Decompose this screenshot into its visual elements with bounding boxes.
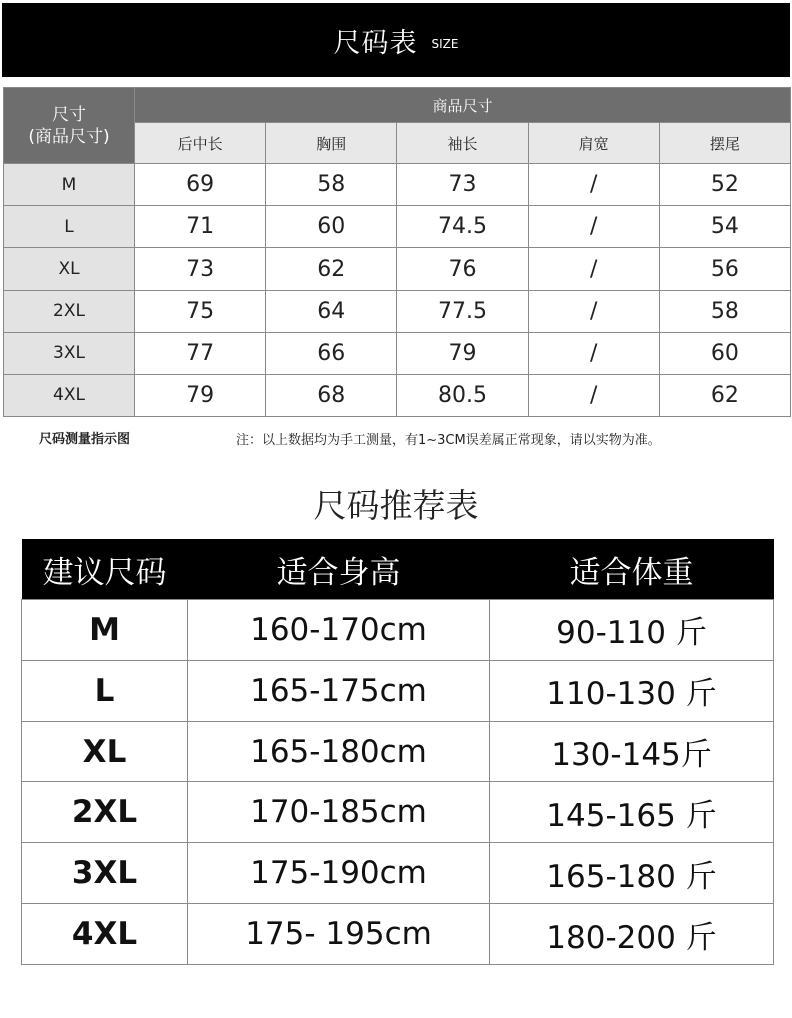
- size-row-label: L: [4, 206, 135, 248]
- size-table-row: [4, 290, 791, 332]
- recommend-column-header: 适合身高: [188, 539, 490, 600]
- size-table-cell: 77.5: [397, 290, 528, 332]
- size-row-label: M: [4, 164, 135, 206]
- recommend-weight-cell: 145-165 斤: [490, 782, 774, 843]
- size-table-cell: 74.5: [397, 206, 528, 248]
- size-table-cell: 73: [135, 248, 266, 290]
- recommend-size-cell: 4XL: [22, 904, 188, 965]
- size-table-cell: 77: [135, 332, 266, 374]
- recommend-column-header: 适合体重: [490, 539, 774, 600]
- recommend-size-cell: M: [22, 600, 188, 661]
- size-table-row: [4, 332, 791, 374]
- size-table-cell: /: [528, 374, 659, 416]
- recommend-weight-cell: 165-180 斤: [490, 843, 774, 904]
- size-table-cell: 79: [135, 374, 266, 416]
- recommend-height-cell: 165-175cm: [188, 660, 490, 721]
- size-table-cell: 58: [659, 290, 790, 332]
- recommend-height-cell: 165-180cm: [188, 721, 490, 782]
- size-row-label: 4XL: [4, 374, 135, 416]
- page-subtitle: SIZE: [431, 37, 459, 51]
- recommend-weight-cell: 180-200 斤: [490, 904, 774, 965]
- size-table-cell: 62: [266, 248, 397, 290]
- recommend-table-header: [22, 539, 774, 600]
- size-table-column-header: 摆尾: [659, 123, 790, 164]
- size-table-group-header: 商品尺寸: [135, 88, 791, 123]
- size-table-row: [4, 374, 791, 416]
- recommend-table: [21, 539, 774, 965]
- recommend-height-cell: 175- 195cm: [188, 904, 490, 965]
- size-table-cell: 56: [659, 248, 790, 290]
- corner-line2: (商品尺寸): [28, 126, 110, 147]
- recommend-size-cell: XL: [22, 721, 188, 782]
- recommend-table-row: [22, 660, 774, 721]
- size-table-cell: 62: [659, 374, 790, 416]
- recommend-table-row: [22, 721, 774, 782]
- recommend-size-cell: L: [22, 660, 188, 721]
- size-table-cell: /: [528, 248, 659, 290]
- page-title: 尺码表: [333, 27, 418, 59]
- corner-line1: 尺寸: [52, 104, 86, 125]
- size-row-label: 3XL: [4, 332, 135, 374]
- recommend-height-cell: 170-185cm: [188, 782, 490, 843]
- recommend-table-row: [22, 600, 774, 661]
- size-table-column-header: 后中长: [135, 123, 266, 164]
- size-table-cell: 71: [135, 206, 266, 248]
- size-row-label: 2XL: [4, 290, 135, 332]
- measurement-note: 注：以上数据均为手工测量，有1~3CM误差属正常现象，请以实物为准。: [236, 433, 661, 448]
- size-table-cell: 80.5: [397, 374, 528, 416]
- recommend-height-cell: 160-170cm: [188, 600, 490, 661]
- size-table-body: [4, 164, 791, 417]
- size-table-corner: [4, 88, 135, 164]
- size-table-cell: 76: [397, 248, 528, 290]
- recommend-size-cell: 2XL: [22, 782, 188, 843]
- size-table-column-header: 胸围: [266, 123, 397, 164]
- recommend-table-row: [22, 843, 774, 904]
- size-table-cell: 66: [266, 332, 397, 374]
- size-row-label: XL: [4, 248, 135, 290]
- size-table-cell: 73: [397, 164, 528, 206]
- size-table-cell: /: [528, 206, 659, 248]
- size-table-row: [4, 248, 791, 290]
- recommend-weight-cell: 130-145斤: [490, 721, 774, 782]
- size-table-cell: 60: [659, 332, 790, 374]
- size-table-row: [4, 164, 791, 206]
- recommend-weight-cell: 90-110 斤: [490, 600, 774, 661]
- recommend-size-cell: 3XL: [22, 843, 188, 904]
- size-table-cell: 52: [659, 164, 790, 206]
- recommend-height-cell: 175-190cm: [188, 843, 490, 904]
- recommend-column-header: 建议尺码: [22, 539, 188, 600]
- size-table-cell: /: [528, 290, 659, 332]
- size-table-cell: 69: [135, 164, 266, 206]
- size-table-cell: 75: [135, 290, 266, 332]
- size-table-cell: 60: [266, 206, 397, 248]
- size-table-cell: 79: [397, 332, 528, 374]
- recommend-weight-cell: 110-130 斤: [490, 660, 774, 721]
- size-table-cell: /: [528, 164, 659, 206]
- size-table-cell: 64: [266, 290, 397, 332]
- measure-guide-label: 尺码测量指示图: [39, 432, 131, 447]
- header-bar: [2, 3, 790, 77]
- size-table-row: [4, 206, 791, 248]
- recommend-title: 尺码推荐表: [313, 486, 479, 525]
- size-table-cell: 68: [266, 374, 397, 416]
- size-table-cell: 54: [659, 206, 790, 248]
- recommend-table-row: [22, 904, 774, 965]
- size-table: [3, 87, 791, 417]
- size-table-cell: 58: [266, 164, 397, 206]
- recommend-table-body: [22, 600, 774, 965]
- size-table-column-header: 肩宽: [528, 123, 659, 164]
- size-table-cell: /: [528, 332, 659, 374]
- size-table-column-header: 袖长: [397, 123, 528, 164]
- recommend-table-row: [22, 782, 774, 843]
